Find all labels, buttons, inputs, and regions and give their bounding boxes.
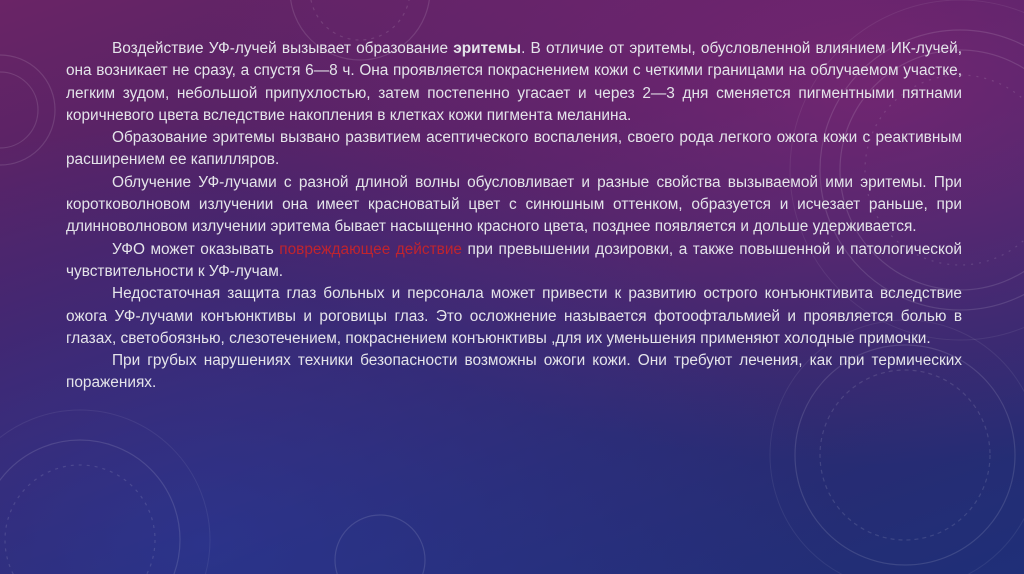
- paragraph-text: Недостаточная защита глаз больных и персонала может привести к развитию острого конъюнктивита вследствие ожога УФ-лучами конъюнктивы и роговицы глаз. Это осложнение называется фотоофтальмией и проявляется болью в глазах, светобоязнью, слезотечением, покраснением конъюнктивы ,для их уменьшения применяют холодные примочки.: [66, 285, 962, 347]
- paragraph-text: . В отличие от эритемы, обусловленной влиянием ИК-лучей, она возникает не сразу, а спустя 6—8 ч. Она проявляется покраснением кожи с четкими границами на облучаемом участке, легким зудом, небольшой припухлостью, затем постепенно угасает и через 2—3 дня сменяется пигментными пятнами коричневого цвета вследствие накопления в клетках кожи пигмента меланина.: [66, 40, 962, 124]
- paragraph-1: [66, 38, 962, 127]
- paragraph-text: УФО может оказывать: [112, 240, 280, 258]
- slide-body-text: [66, 38, 962, 395]
- paragraph-3: [66, 172, 962, 239]
- paragraph-text: При грубых нарушениях техники безопасности возможны ожоги кожи. Они требуют лечения, как при термических поражениях.: [66, 352, 962, 392]
- paragraph-text: Облучение УФ-лучами с разной длиной волны обусловливает и разные свойства вызываемой ими эритемы. При коротковолновом излучении она имеет красноватый цвет с синюшным оттенком, образуется и исчезает раньше, при длинноволновом излучении эритема бывает насыщенно красного цвета, позднее появляется и дольше удерживается.: [66, 173, 962, 236]
- paragraph-5: [66, 283, 962, 350]
- paragraph-2: [66, 127, 962, 172]
- bold-term: эритемы: [453, 40, 522, 57]
- paragraph-text: Образование эритемы вызвано развитием асептического воспаления, своего рода легкого ожога кожи с реактивным расширением ее капилляров.: [66, 129, 962, 169]
- paragraph-text: Воздействие УФ-лучей вызывает образование: [112, 40, 454, 57]
- paragraph-6: [66, 350, 962, 395]
- highlighted-phrase: повреждающее действие: [279, 240, 462, 258]
- paragraph-4: [66, 239, 962, 284]
- paragraph-text: при превышении дозировки, а также повышенной и патологической чувствительности к УФ-лучам.: [66, 240, 963, 280]
